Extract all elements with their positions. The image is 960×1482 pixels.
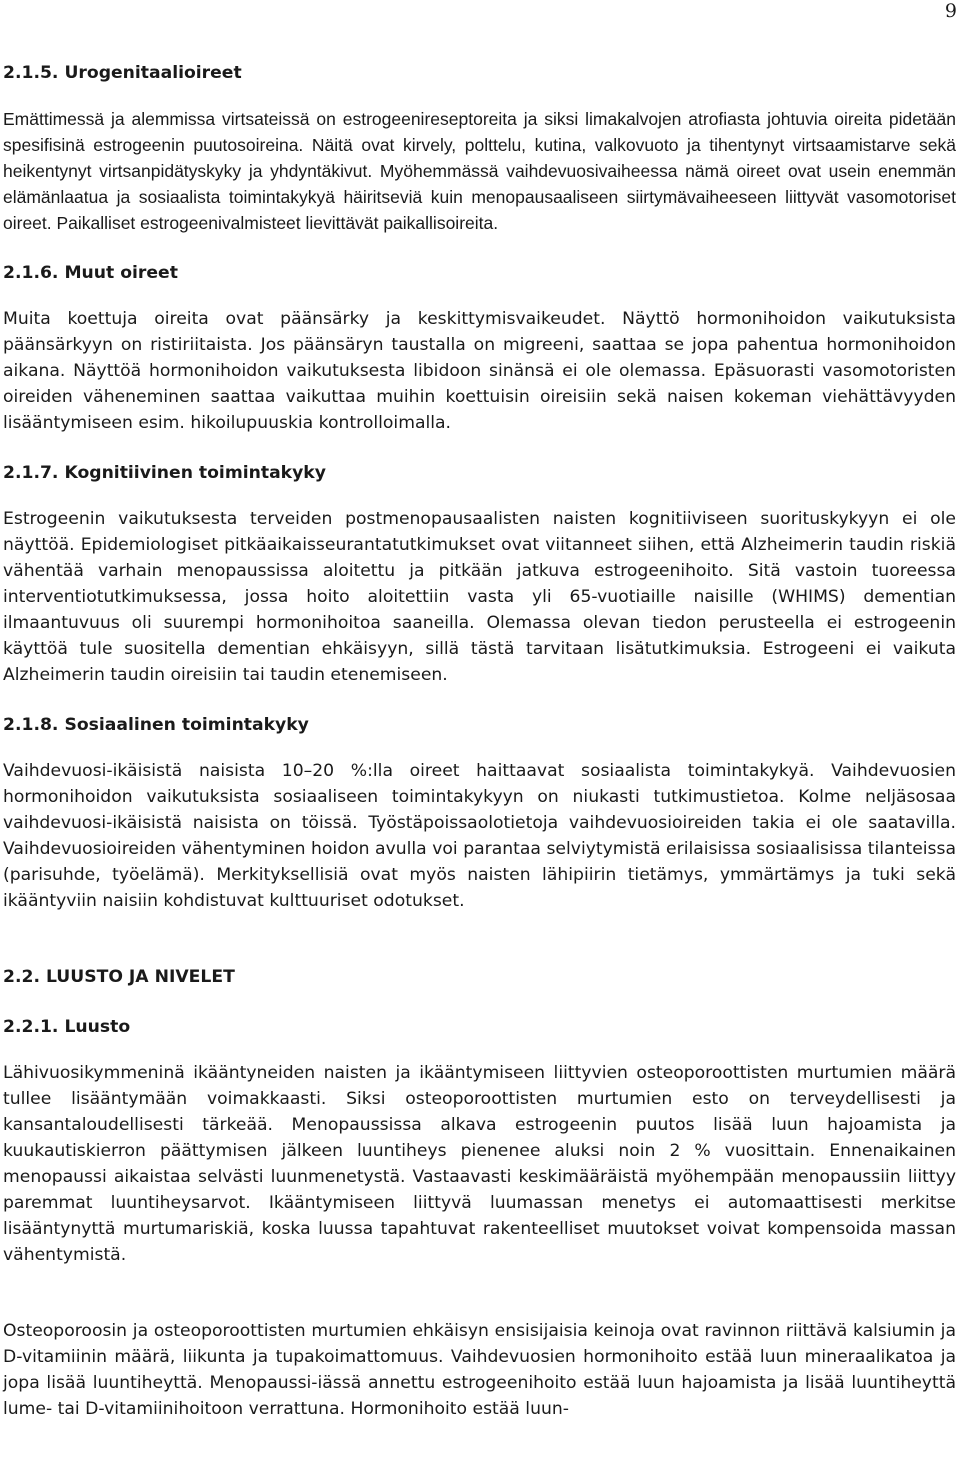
heading-luusto: 2.2.1. Luusto — [3, 1017, 131, 1037]
heading-urogenitaalioireet: 2.1.5. Urogenitaalioireet — [3, 63, 242, 83]
heading-kognitiivinen-toimintakyky: 2.1.7. Kognitiivinen toimintakyky — [3, 463, 326, 483]
paragraph-sosiaalinen-toimintakyky: Vaihdevuosi-ikäisistä naisista 10–20 %:lla oireet haittaavat sosiaalista toimintakykyä. Vaihdevuosien hormonihoidon vaikutuksista sosiaaliseen toimintakykyyn on niukasti tutkimustietoa. Kolme neljäsosaa vaihdevuosi-ikäisistä naisista on töissä. Työstäpoissaolotietoja vaihdevuosioireiden takia ei ole saatavilla. Vaihdevuosioireiden vähentyminen hoidon avulla voi parantaa selviytymistä erilaisissa sosiaalisissa tilanteissa (parisuhde, työelämä). Merkityksellisiä ovat myös naisten lähipiirin tietämys, ymmärtämys ja tuki sekä ikääntyviin naisiin kohdistuvat kulttuuriset odotukset. — [3, 761, 956, 911]
paragraph-kognitiivinen-toimintakyky: Estrogeenin vaikutuksesta terveiden postmenopausaalisten naisten kognitiiviseen suorituskykyyn ei ole näyttöä. Epidemiologiset pitkäaikaisseurantatutkimukset ovat viitanneet siihen, että Alzheimerin taudin riskiä vähentää varhain menopaussissa aloitettu ja pitkään jatkuva estrogeenihoito. Sitä vastoin tuoreessa interventiotutkimuksessa, jossa hoito aloitettiin vasta yli 65-vuotiaille naisille (WHIMS) dementian ilmaantuvuus oli suurempi hormonihoitoa saaneilla. Olemassa olevan tiedon perusteella ei estrogeenin käyttöä tule suositella dementian ehkäisyyn, sillä tästä tarvitaan lisätutkimuksia. Estrogeeni ei vaikuta Alzheimerin taudin oireisiin tai taudin etenemiseen. — [3, 509, 956, 685]
paragraph-urogenitaalioireet: Emättimessä ja alemmissa virtsateissä on estrogeenireseptoreita ja siksi limakalvojen atrofiasta johtuvia oireita pidetään spesifisinä estrogeenin puutosoireina. Näitä ovat kirvely, polttelu, kutina, valkovuoto ja tihentynyt virtsaamistarve sekä heikentynyt virtsanpidätyskyky ja yhdyntäkivut. Myöhemmässä vaihdevuosivaiheessa nämä oireet ovat usein enemmän elämänlaatua ja sosiaalista toimintakykyä häiritseviä kuin menopausaaliseen siirtymävaiheeseen liittyvät vasomotoriset oireet. Paikalliset estrogeenivalmisteet lievittävät paikallisoireita. — [3, 109, 956, 233]
paragraph-muut-oireet: Muita koettuja oireita ovat päänsärky ja keskittymisvaikeudet. Näyttö hormonihoidon vaikutuksista päänsärkyyn on ristiriitaista. Jos päänsäryn taustalla on migreeni, saattaa se jopa pahentua hormonihoidon aikana. Näyttöä hormonihoidon vaikutuksesta libidoon sinänsä ei ole olemassa. Epäsuorasti vasomotoristen oireiden väheneminen saattaa vaikuttaa muihin koettuisin oireisiin sekä naisen kokeman viehättävyyden lisääntymiseen esim. hikoilupuuskia kontrolloimalla. — [3, 309, 956, 433]
paragraph-luusto-1: Lähivuosikymmeninä ikääntyneiden naisten ja ikääntymiseen liittyvien osteoporoottisten murtumien määrä tullee lisääntymään voimakkaasti. Siksi osteoporoottisten murtumien esto on terveydellisesti ja kansantaloudellisesti tärkeää. Menopaussissa alkava estrogeenin puutos lisää luun hajoamista ja kuukautiskierron päättymisen jälkeen luuntiheys pienenee aluksi noin 2 % vuosittain. Ennenaikainen menopaussi aikaistaa selvästi luunmenetystä. Vastaavasti keskimääräistä myöhempään menopaussiin liittyy paremmat luuntiheysarvot. Ikääntymiseen liittyvä luumassan menetys ei automaattisesti merkitse lisääntynyttä murtumariskiä, koska luussa tapahtuvat rakenteelliset muutokset voivat kompensoida massan vähentymistä. — [3, 1063, 956, 1265]
page-content — [3, 60, 956, 1422]
heading-muut-oireet: 2.1.6. Muut oireet — [3, 263, 178, 283]
paragraph-luusto-2: Osteoporoosin ja osteoporoottisten murtumien ehkäisyn ensisijaisia keinoja ovat ravinnon riittävä kalsiumin ja D-vitamiinin määrä, liikunta ja tupakoimattomuus. Vaihdevuosien hormonihoito estää luun mineraalikatoa ja jopa lisää luuntiheyttä. Menopaussi-iässä annettu estrogeenihoito estää luun hajoamista ja lisää luuntiheyttä lume- tai D-vitamiinihoitoon verrattuna. Hormonihoito estää luun- — [3, 1321, 956, 1419]
page-number: 9 — [944, 0, 957, 22]
heading-sosiaalinen-toimintakyky: 2.1.8. Sosiaalinen toimintakyky — [3, 715, 309, 735]
heading-luusto-ja-nivelet: 2.2. LUUSTO JA NIVELET — [3, 967, 235, 987]
